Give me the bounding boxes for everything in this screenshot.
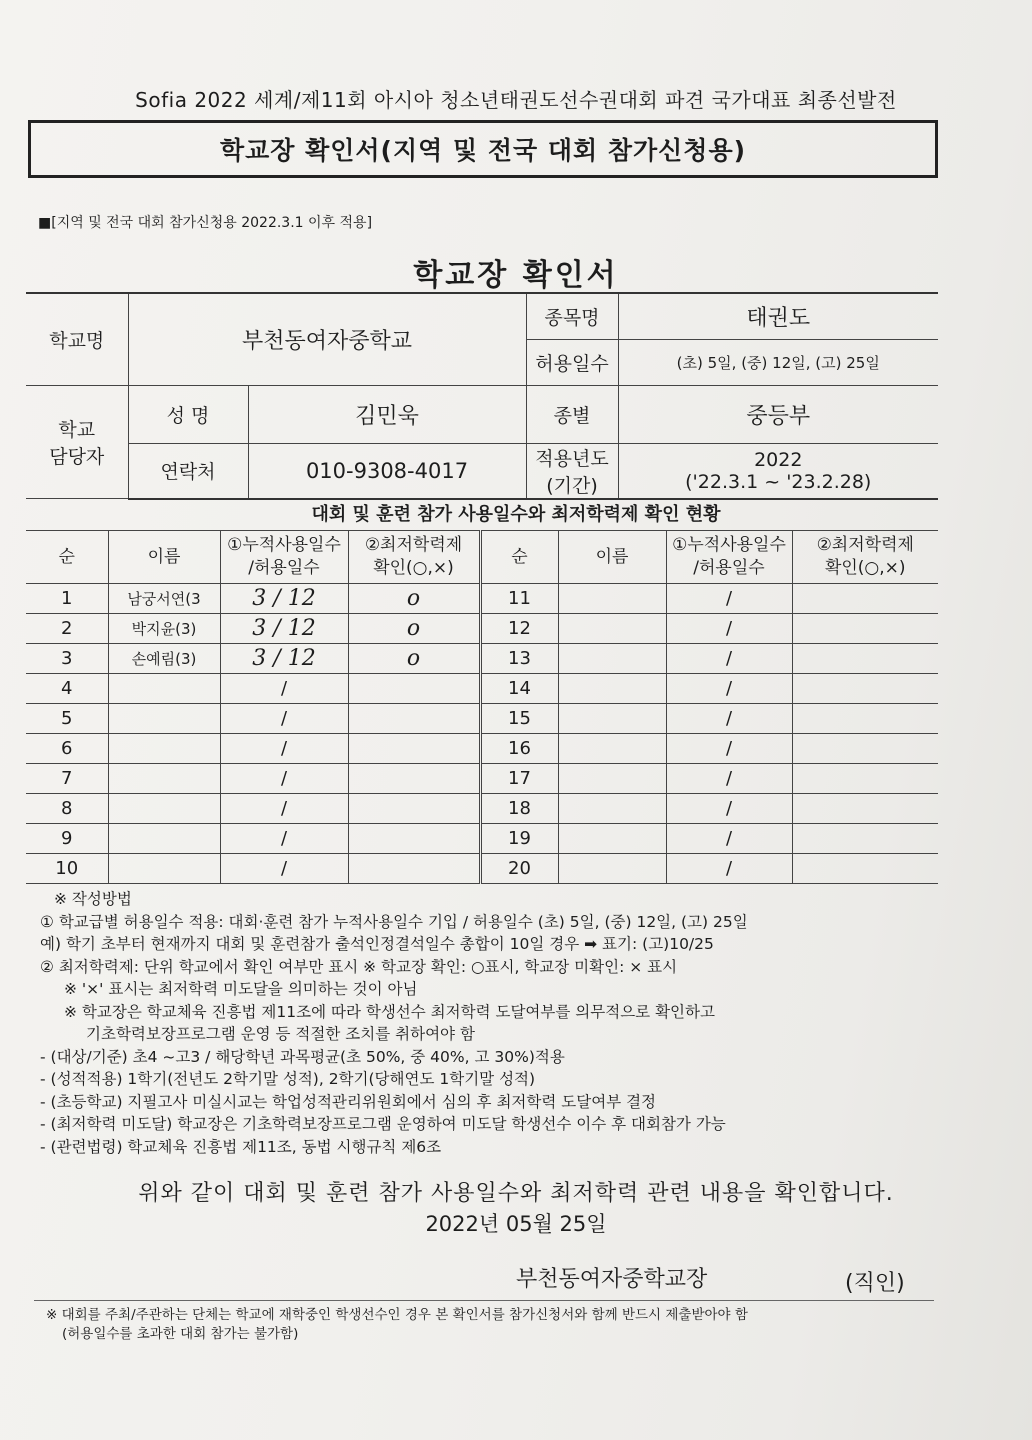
row-min-left: o [348, 614, 480, 644]
row-no-left: 3 [26, 644, 108, 674]
name-value: 김민욱 [248, 385, 526, 443]
row-no-right: 20 [480, 854, 558, 884]
school-info-table [26, 292, 938, 500]
row-days-left: / [220, 674, 348, 704]
row-min-right [792, 674, 938, 704]
table-row [26, 854, 938, 884]
form-title: 학교장 확인서(지역 및 전국 대회 참가신청용) [219, 136, 747, 165]
row-days-left: / [220, 854, 348, 884]
table-row [26, 644, 938, 674]
row-days-left: / [220, 794, 348, 824]
name-label: 성 명 [128, 385, 248, 443]
instructions [40, 888, 940, 1158]
row-min-right [792, 704, 938, 734]
instruction-line: ※ '×' 표시는 최저학력 미도달을 의미하는 것이 아님 [64, 980, 418, 998]
row-days-right: / [666, 644, 792, 674]
row-min-left [348, 794, 480, 824]
row-name-right [558, 824, 666, 854]
row-name-left: 남궁서연(3 [108, 584, 220, 614]
row-no-right: 11 [480, 584, 558, 614]
row-no-right: 15 [480, 704, 558, 734]
row-name-right [558, 614, 666, 644]
row-name-left [108, 764, 220, 794]
year-label [526, 443, 618, 499]
row-days-left: / [220, 824, 348, 854]
table-row [26, 794, 938, 824]
staff-label-line2: 담당자 [49, 445, 105, 468]
table-row [26, 584, 938, 614]
row-days-left: / [220, 734, 348, 764]
row-min-right [792, 854, 938, 884]
row-no-right: 17 [480, 764, 558, 794]
row-days-right: / [666, 734, 792, 764]
row-name-left [108, 704, 220, 734]
row-name-right [558, 764, 666, 794]
table-row [26, 674, 938, 704]
footer-line-2: (허용일수를 초과한 대회 참가는 불가함) [62, 1326, 299, 1342]
row-days-right: / [666, 614, 792, 644]
staff-label-line1: 학교 [58, 418, 96, 441]
instruction-line: - (관련법령) 학교체육 진흥법 제11조, 동법 시행규칙 제6조 [40, 1137, 442, 1156]
instruction-heading: ※ 작성방법 [54, 890, 132, 908]
row-no-left: 6 [26, 734, 108, 764]
row-min-right [792, 584, 938, 614]
row-days-right: / [666, 674, 792, 704]
row-days-left: 3 / 12 [220, 614, 348, 644]
row-no-right: 18 [480, 794, 558, 824]
year-label-line1: 적용년도 [535, 447, 609, 470]
usage-section-title: 대회 및 훈련 참가 사용일수와 최저학력제 확인 현황 [311, 504, 721, 525]
row-no-right: 19 [480, 824, 558, 854]
row-name-right [558, 644, 666, 674]
row-name-left [108, 854, 220, 884]
category-value: 중등부 [618, 385, 938, 443]
table-row [26, 764, 938, 794]
col-min-left [348, 531, 480, 584]
year-value [618, 443, 938, 499]
instruction-line: - (대상/기준) 초4 ~고3 / 해당학년 과목평균(초 50%, 중 40%, 고 30%)적용 [40, 1047, 565, 1066]
row-no-left: 2 [26, 614, 108, 644]
row-name-right [558, 704, 666, 734]
row-no-left: 5 [26, 704, 108, 734]
row-name-left: 손예림(3) [108, 644, 220, 674]
contact-label: 연락처 [128, 443, 248, 499]
footer-line-1: ※ 대회를 주최/주관하는 단체는 학교에 재학중인 학생선수인 경우 본 확인서를 참가신청서와 함께 반드시 제출받아야 함 [46, 1307, 748, 1323]
row-min-left [348, 824, 480, 854]
contact-value: 010-9308-4017 [248, 443, 526, 499]
instruction-line: - (최저학력 미도달) 학교장은 기초학력보장프로그램 운영하여 미도달 학생선수 이수 후 대회참가 가능 [40, 1115, 726, 1133]
col-no-left: 순 [26, 531, 108, 584]
row-days-right: / [666, 584, 792, 614]
row-no-left: 10 [26, 854, 108, 884]
row-days-left: / [220, 764, 348, 794]
row-name-right [558, 584, 666, 614]
row-no-left: 7 [26, 764, 108, 794]
row-min-right [792, 734, 938, 764]
category-label: 종별 [526, 385, 618, 443]
instruction-line: - (성적적용) 1학기(전년도 2학기말 성적), 2학기(당해연도 1학기말 성적) [40, 1070, 536, 1088]
col-name-left: 이름 [108, 531, 220, 584]
col-min-left-line1: ②최저학력제 [364, 535, 463, 556]
row-name-right [558, 674, 666, 704]
row-no-right: 13 [480, 644, 558, 674]
row-days-right: / [666, 794, 792, 824]
event-title: Sofia 2022 세계/제11회 아시아 청소년태권도선수권대회 파견 국가대표 최종선발전 [135, 88, 897, 112]
school-label: 학교명 [26, 293, 128, 385]
official-seal-label: (직인) [845, 1271, 905, 1296]
row-no-right: 16 [480, 734, 558, 764]
table-row [26, 614, 938, 644]
col-min-right-line1: ②최저학력제 [816, 535, 914, 556]
col-days-right-line1: ①누적사용일수 [672, 535, 786, 556]
row-min-left: o [348, 584, 480, 614]
col-days-left-line2: /허용일수 [248, 558, 320, 578]
col-name-right: 이름 [558, 531, 666, 584]
row-min-right [792, 764, 938, 794]
instruction-line: ② 최저학력제: 단위 학교에서 확인 여부만 표시 ※ 학교장 확인: ○표시, 학교장 미확인: × 표시 [40, 957, 678, 976]
row-name-right [558, 734, 666, 764]
col-min-right-line2: 확인(○,×) [824, 558, 906, 578]
row-name-left [108, 824, 220, 854]
applicability-note: ■[지역 및 전국 대회 참가신청용 2022.3.1 이후 적용] [38, 215, 373, 231]
row-min-right [792, 644, 938, 674]
row-no-left: 9 [26, 824, 108, 854]
row-min-left [348, 854, 480, 884]
table-row [26, 824, 938, 854]
row-min-right [792, 794, 938, 824]
row-min-right [792, 824, 938, 854]
form-title-box [28, 120, 938, 178]
row-min-left [348, 764, 480, 794]
allowed-days-label: 허용일수 [526, 339, 618, 385]
confirmation-statement: 위와 같이 대회 및 훈련 참가 사용일수와 최저학력 관련 내용을 확인합니다. [138, 1181, 894, 1206]
instruction-line: 예) 학기 초부터 현재까지 대회 및 훈련참가 출석인정결석일수 총합이 10일 경우 ➡ 표기: (고)10/25 [40, 935, 714, 953]
principal-name: 부천동여자중학교장 [516, 1267, 708, 1292]
row-no-right: 12 [480, 614, 558, 644]
col-min-right [792, 531, 938, 584]
col-days-right-line2: /허용일수 [693, 558, 765, 578]
row-min-right [792, 614, 938, 644]
row-min-left: o [348, 644, 480, 674]
col-min-left-line2: 확인(○,×) [373, 558, 454, 578]
usage-header-row [26, 531, 938, 584]
col-days-right [666, 531, 792, 584]
col-days-left-line1: ①누적사용일수 [227, 535, 341, 556]
row-min-left [348, 704, 480, 734]
table-row [26, 734, 938, 764]
table-row [26, 704, 938, 734]
row-days-left: / [220, 704, 348, 734]
row-name-left [108, 674, 220, 704]
year-label-line2: (기간) [546, 474, 598, 497]
instruction-line: 기초학력보장프로그램 운영 등 적절한 조치를 취하여야 함 [86, 1025, 475, 1043]
footer-divider [34, 1300, 934, 1301]
row-name-left: 박지윤(3) [108, 614, 220, 644]
issue-date: 2022년 05월 25일 [425, 1212, 607, 1236]
row-no-left: 1 [26, 584, 108, 614]
usage-table [26, 530, 938, 884]
row-name-right [558, 854, 666, 884]
row-no-left: 8 [26, 794, 108, 824]
footer-note [46, 1306, 926, 1344]
row-min-left [348, 674, 480, 704]
row-days-right: / [666, 704, 792, 734]
row-no-right: 14 [480, 674, 558, 704]
row-name-left [108, 734, 220, 764]
row-name-left [108, 794, 220, 824]
col-no-right: 순 [480, 531, 558, 584]
sport-value: 태권도 [618, 293, 938, 339]
instruction-line: ※ 학교장은 학교체육 진흥법 제11조에 따라 학생선수 최저학력 도달여부를 의무적으로 확인하고 [64, 1002, 715, 1021]
main-title: 학교장 확인서 [413, 258, 619, 293]
instruction-line: - (초등학교) 지필고사 미실시교는 학업성적관리위원회에서 심의 후 최저학력 도달여부 결정 [40, 1092, 657, 1111]
col-days-left [220, 531, 348, 584]
row-min-left [348, 734, 480, 764]
row-days-left: 3 / 12 [220, 644, 348, 674]
row-name-right [558, 794, 666, 824]
row-days-right: / [666, 854, 792, 884]
sport-label: 종목명 [526, 293, 618, 339]
staff-label [26, 385, 128, 499]
row-days-left: 3 / 12 [220, 584, 348, 614]
row-days-right: / [666, 764, 792, 794]
row-no-left: 4 [26, 674, 108, 704]
school-value: 부천동여자중학교 [128, 293, 526, 385]
row-days-right: / [666, 824, 792, 854]
year-value-line2: ('22.3.1 ~ '23.2.28) [685, 470, 872, 493]
instruction-line: ① 학교급별 허용일수 적용: 대회·훈련 참가 누적사용일수 기입 / 허용일수 (초) 5일, (중) 12일, (고) 25일 [40, 912, 748, 931]
allowed-days-value: (초) 5일, (중) 12일, (고) 25일 [618, 339, 938, 385]
year-value-line1: 2022 [754, 448, 803, 471]
